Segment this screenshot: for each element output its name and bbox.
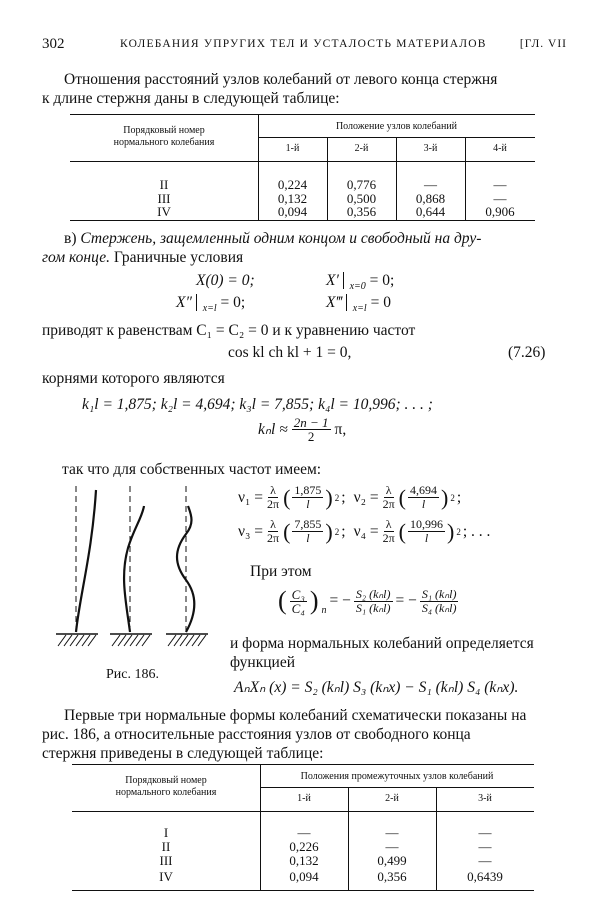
lambda-over-2pi	[381, 518, 397, 545]
page-number: 302	[42, 36, 65, 52]
cell: 0,644	[415, 204, 446, 219]
separator: ;	[341, 522, 346, 540]
row-mode: III	[157, 191, 171, 206]
lead-to-text: приводят к равенствам C₁ = C₂ = 0 и к уравнению частот	[42, 322, 416, 339]
ratio-eq2: = −	[395, 592, 417, 609]
cell: 0,094	[289, 869, 319, 884]
nodes-table-1	[70, 114, 535, 221]
bc-eq4	[326, 294, 391, 314]
closing-line-1: Первые три нормальные формы колебаний схематически показаны на	[64, 707, 527, 724]
mode3-clamp-hatch	[168, 635, 206, 646]
cell: —	[424, 177, 437, 192]
k1-fraction	[292, 484, 323, 511]
natural-freq-intro: так что для собственных частот имеем:	[62, 461, 322, 478]
cell: —	[493, 177, 507, 192]
k3: 7,855	[294, 517, 322, 531]
two-pi: 2π	[267, 497, 280, 511]
cell: —	[478, 839, 492, 854]
approx-den: 2	[307, 429, 315, 444]
lambda: λ	[270, 483, 276, 497]
table1-mode-header-line2: нормального колебания	[113, 137, 215, 148]
cell: 0,500	[346, 191, 377, 206]
cell: —	[297, 825, 311, 840]
row-mode: IV	[157, 204, 171, 219]
case-italic-text: Стержень, защемленный одним концом и свободный на дру-	[80, 230, 482, 247]
lambda: λ	[385, 517, 392, 531]
roots-approx	[258, 416, 346, 443]
chapter-label: [ГЛ. VII	[519, 38, 567, 50]
table1-col-2: 2-й	[354, 143, 369, 154]
l: l	[421, 497, 426, 511]
cell: —	[493, 191, 507, 206]
cell: 0,356	[346, 204, 377, 219]
s2-over-s1	[354, 588, 393, 615]
boundary-conditions	[176, 272, 496, 318]
s1-over-s4	[420, 588, 459, 615]
l: l	[306, 531, 310, 545]
bc-eq2	[326, 272, 394, 292]
bc-eq4-sub: x=l	[352, 303, 367, 315]
bc-eq2-symbol: X′	[326, 272, 339, 289]
natural-frequencies	[238, 484, 568, 554]
cell: 0,132	[277, 191, 308, 206]
equation-number: (7.26)	[508, 344, 546, 361]
c3-over-c4	[290, 588, 307, 615]
figure-186-mode-shapes	[46, 484, 216, 659]
table2-col-2: 2-й	[385, 793, 399, 804]
closing-paragraph	[42, 706, 567, 763]
approx-num: 2n − 1	[293, 415, 329, 430]
row-mode: II	[161, 839, 171, 854]
two-pi: 2π	[382, 497, 395, 511]
cell: 0,224	[277, 177, 308, 192]
cell: —	[385, 839, 399, 854]
table2-group-header: Положения промежуточных узлов колебаний	[300, 771, 494, 782]
k4: 10,996	[409, 517, 443, 531]
two-pi: 2π	[382, 531, 395, 545]
cell: 0,776	[346, 177, 377, 192]
bc-eq3-rhs: = 0;	[220, 294, 246, 311]
nu3-lhs: ν₃ =	[238, 522, 264, 540]
two-pi: 2π	[267, 531, 280, 545]
mode-shape-formula: AₙXₙ (x) = S₂ (kₙl) S₃ (kₙx) − S₁ (kₙl) S₄ (kₙx).	[234, 679, 519, 696]
square: 2	[334, 526, 340, 537]
table1-mode-header-line1: Порядковый номер	[123, 125, 205, 136]
table1-col-1: 1-й	[285, 143, 300, 154]
cell: 0,6439	[467, 869, 503, 884]
mode-shape-line-2: функцией	[230, 654, 295, 671]
approx-lhs: kₙl ≈	[258, 421, 288, 438]
k4-fraction	[408, 518, 445, 545]
table1-col-4: 4-й	[493, 143, 507, 154]
row-mode: I	[163, 825, 169, 840]
cell: 0,226	[289, 839, 319, 854]
lambda-over-2pi	[265, 484, 281, 511]
bc-eq3-sub: x=l	[202, 303, 217, 315]
bc-eq4-symbol: X‴	[326, 294, 342, 311]
mode2-clamp-hatch	[112, 635, 150, 646]
lambda: λ	[270, 517, 276, 531]
ellipsis: ; . . .	[462, 522, 491, 540]
mode1-clamp-hatch	[58, 635, 96, 646]
bc-eq4-rhs: = 0	[370, 294, 391, 311]
lambda-over-2pi	[265, 518, 281, 545]
bc-eq3-symbol: X″	[176, 294, 192, 311]
closing-line-3: стержня приведены в следующей таблице:	[42, 745, 324, 762]
s1: S₁ (kₙl)	[355, 600, 391, 615]
mode2-shape	[124, 506, 144, 632]
table2-mode-header-line1: Порядковый номер	[125, 775, 207, 786]
table1-mode-header	[70, 125, 258, 149]
c3: C₃	[291, 586, 305, 602]
cell: —	[385, 825, 399, 840]
table2-mode-header	[72, 775, 260, 799]
with-this-text: При этом	[250, 563, 312, 580]
intro-paragraph	[42, 70, 567, 108]
k1: 1,875	[294, 483, 322, 497]
bc-eq1: X(0) = 0;	[196, 272, 255, 289]
mode1-shape	[76, 490, 96, 632]
s4: S₄ (kₙl)	[421, 600, 457, 615]
nu1-lhs: ν₁ =	[238, 488, 264, 506]
closing-line-2: рис. 186, а относительные расстояния узлов от свободного конца	[42, 726, 471, 743]
case-c-paragraph	[42, 229, 567, 267]
case-rest-text: Граничные условия	[113, 249, 244, 266]
ratio-eq1: = −	[329, 592, 351, 609]
cell: 0,356	[377, 869, 407, 884]
nodes-table-2	[72, 764, 534, 891]
cell: 0,499	[377, 853, 407, 868]
row-mode: IV	[159, 869, 173, 884]
approx-rhs: π,	[334, 420, 347, 438]
bc-eq3	[176, 294, 245, 314]
k2-fraction	[408, 484, 439, 511]
table1-col-3: 3-й	[423, 143, 438, 154]
bc-eq2-sub: x=0	[349, 281, 366, 293]
row-mode: III	[159, 853, 173, 868]
frequency-equation: cos kl ch kl + 1 = 0,	[228, 344, 352, 361]
square: 2	[334, 492, 340, 503]
k2: 4,694	[409, 483, 437, 497]
c4: C₄	[291, 600, 305, 616]
cell: 0,906	[485, 204, 515, 219]
nu2-lhs: ν₂ =	[353, 488, 379, 506]
mode-shape-line-1: и форма нормальных колебаний определяется	[230, 635, 534, 652]
table1-group-header: Положение узлов колебаний	[335, 121, 458, 132]
running-title: КОЛЕБАНИЯ УПРУГИХ ТЕЛ И УСТАЛОСТЬ МАТЕРИАЛОВ	[120, 38, 487, 50]
roots-line: k₁l = 1,875; k₂l = 4,694; k₃l = 7,855; k₄l = 10,996; . . . ;	[82, 396, 433, 413]
lambda: λ	[385, 483, 392, 497]
bc-eq2-rhs: = 0;	[369, 272, 395, 289]
intro-line-1: Отношения расстояний узлов колебаний от левого конца стержня	[64, 71, 498, 88]
case-italic-text-2: гом конце.	[42, 249, 110, 266]
table2-col-3: 3-й	[478, 793, 492, 804]
approx-fraction	[292, 416, 331, 443]
row-mode: II	[159, 177, 169, 192]
intro-line-2: к длине стержня даны в следующей таблице:	[42, 90, 340, 107]
k3-fraction	[292, 518, 323, 545]
l: l	[306, 497, 310, 511]
separator: ;	[341, 488, 346, 506]
cell: 0,868	[415, 191, 446, 206]
ratio-formula: ( $\frac{\text{C₃}}{\text{C₄}}$ ) $_n$ = − $\frac{\text{S₂ (kₙl)}}{\text{S₁ (kₙl)}}$ = − $\frac{\text{S₁ (kₙl)}}{\text{S₄ (kₙl)}}$	[278, 586, 457, 616]
separator: ;	[456, 488, 462, 506]
table2-mode-header-line2: нормального колебания	[115, 787, 217, 798]
square: 2	[450, 492, 455, 503]
freq-row-1: ν₁ = $\frac{\lambda}{2\pi}$ ( $\frac{1,875}{l}$ ) 2 ; ν₂ = $\frac{\lambda}{2\pi}$ ( $\frac{4,694}{l}$ ) 2 ;	[238, 483, 462, 511]
cell: —	[478, 825, 492, 840]
lambda-over-2pi	[381, 484, 397, 511]
table2-col-1: 1-й	[297, 793, 311, 804]
nu4-lhs: ν₄ =	[353, 522, 379, 540]
l: l	[424, 531, 429, 545]
roots-intro: корнями которого являются	[42, 370, 225, 387]
s2: S₂ (kₙl)	[355, 586, 391, 601]
case-label: в)	[64, 230, 77, 247]
cell: —	[478, 853, 492, 868]
cell: 0,132	[289, 853, 319, 868]
mode-shape-text	[230, 634, 570, 672]
cell: 0,094	[277, 204, 308, 219]
s1b: S₁ (kₙl)	[421, 586, 457, 601]
sub-n: n	[321, 605, 327, 616]
figure-caption: Рис. 186.	[106, 667, 159, 682]
square: 2	[456, 526, 461, 537]
freq-row-2: ν₃ = $\frac{\lambda}{2\pi}$ ( $\frac{7,855}{l}$ ) 2 ; ν₄ = $\frac{\lambda}{2\pi}$ ( $\frac{10,996}{l}$ ) 2 ; . . .	[238, 517, 491, 545]
